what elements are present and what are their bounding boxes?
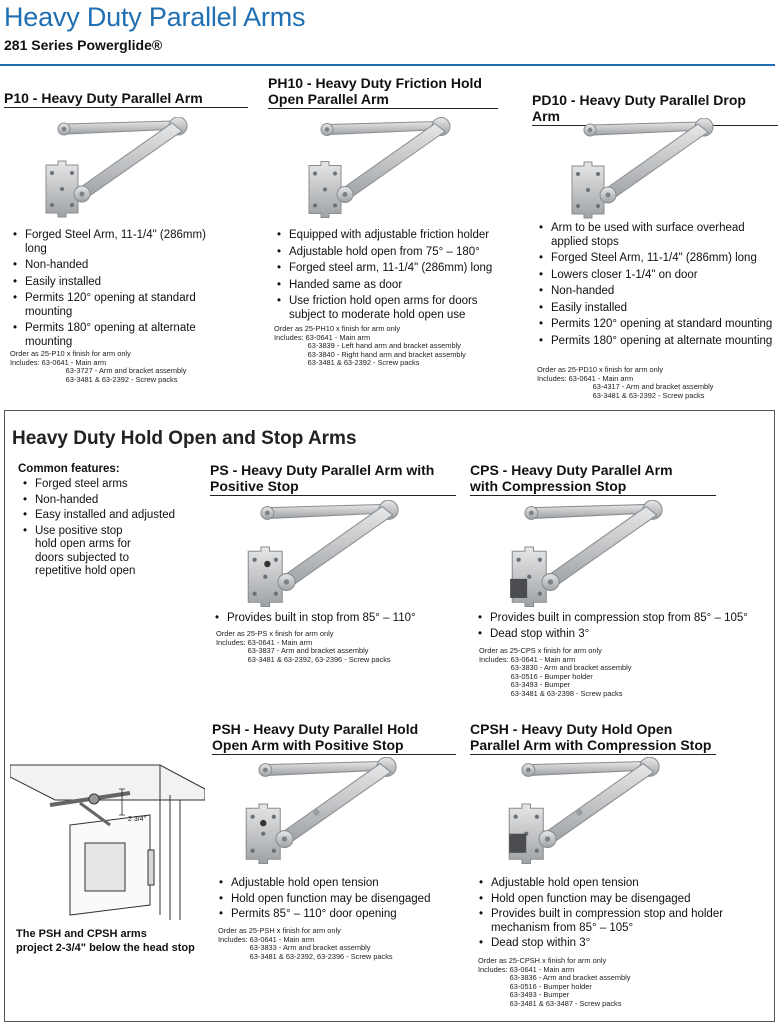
p10-include-item: 63-3727 - Arm and bracket assembly — [65, 366, 187, 376]
psh-title-line1: PSH - Heavy Duty Parallel Hold — [212, 721, 419, 737]
ph10-title-line1: PH10 - Heavy Duty Friction Hold — [268, 75, 482, 91]
pd10-order-line: Order as 25-PD10 x finish for arm only — [537, 365, 664, 374]
ph10-include-item: 63-3481 & 63-2392 - Screw packs — [307, 358, 420, 368]
p10-feature: • Forged Steel Arm, 11-1/4" (286mm) long — [12, 229, 212, 256]
installation-diagram — [10, 755, 205, 920]
ph10-include-item: 63-0641 - Main arm — [305, 332, 371, 342]
psh-feature: • Permits 85° – 110° door opening — [218, 908, 468, 922]
pd10-feature: • Lowers closer 1-1/4" on door — [538, 269, 778, 283]
cpsh-feature: • Dead stop within 3° — [478, 937, 778, 951]
cps-include-item: 63-3493 - Bumper — [510, 680, 571, 690]
p10-includes-label: Includes: — [10, 357, 40, 367]
cps-arm-image — [508, 500, 678, 612]
cpsh-order-info — [478, 957, 630, 1009]
pd10-include-item: 63-0641 - Main arm — [568, 373, 634, 383]
pd10-arm-image — [568, 118, 728, 223]
psh-order-line: Order as 25-PSH x finish for arm only — [218, 926, 341, 935]
ph10-order-line: Order as 25-PH10 x finish for arm only — [274, 324, 401, 333]
ps-order-line: Order as 25-PS x finish for arm only — [216, 629, 334, 638]
cps-feature: • Dead stop within 3° — [477, 628, 777, 642]
ps-include-item: 63-3837 - Arm and bracket assembly — [247, 646, 369, 656]
ph10-features — [276, 229, 516, 325]
p10-section — [4, 91, 248, 108]
cpsh-arm-image — [505, 757, 675, 869]
pd10-features — [538, 222, 778, 351]
pd10-feature: • Arm to be used with surface overhead applied stops — [538, 222, 778, 249]
header-divider — [0, 64, 775, 66]
cps-order-line: Order as 25-CPS x finish for arm only — [479, 646, 602, 655]
common-feature: • Non-handed — [22, 494, 192, 508]
common-feature: • Easy installed and adjusted — [22, 509, 192, 523]
common-features-list — [22, 478, 192, 582]
psh-feature: • Hold open function may be disengaged — [218, 893, 468, 907]
pd10-feature: • Permits 120° opening at standard mounting — [538, 318, 778, 332]
p10-include-item: 63-0641 - Main arm — [41, 357, 107, 367]
page-subtitle: 281 Series Powerglide® — [4, 37, 163, 53]
ph10-arm-image — [305, 115, 465, 225]
cpsh-features — [478, 877, 778, 954]
ps-include-item: 63-0641 - Main arm — [247, 637, 313, 647]
ps-include-item: 63-3481 & 63-2392, 63-2396 - Screw packs — [247, 654, 391, 664]
ph10-order-info — [274, 325, 466, 368]
psh-arm-image — [242, 757, 412, 869]
common-feature: • Use positive stop hold open arms for doors subjected to repetitive hold open — [22, 525, 192, 579]
ps-features — [214, 612, 464, 629]
pd10-order-info — [537, 366, 713, 400]
p10-title: P10 - Heavy Duty Parallel Arm — [4, 91, 248, 108]
psh-section — [212, 722, 456, 755]
pd10-feature: • Forged Steel Arm, 11-1/4" (286mm) long — [538, 252, 778, 266]
cps-includes-label: Includes: — [479, 654, 509, 664]
cpsh-include-item: 63-3481 & 63-3487 - Screw packs — [509, 998, 622, 1008]
p10-order-line: Order as 25-P10 x finish for arm only — [10, 349, 131, 358]
p10-include-item: 63-3481 & 63-2392 - Screw packs — [65, 374, 178, 384]
cpsh-section — [470, 722, 716, 755]
ph10-feature: • Adjustable hold open from 75° – 180° — [276, 246, 516, 260]
cpsh-title-line2: Parallel Arm with Compression Stop — [470, 738, 716, 755]
psh-title-line2: Open Arm with Positive Stop — [212, 738, 456, 755]
psh-features — [218, 877, 468, 925]
psh-include-item: 63-3833 - Arm and bracket assembly — [249, 943, 371, 953]
ph10-include-item: 63-3840 - Right hand arm and bracket assembly — [307, 349, 466, 359]
diagram-caption-line1: The PSH and CPSH arms — [16, 928, 147, 940]
ps-section — [210, 463, 456, 496]
cpsh-include-item: 63-3493 - Bumper — [509, 990, 570, 1000]
cps-include-item: 63-0516 - Bumper holder — [510, 671, 593, 681]
cps-title-line2: with Compression Stop — [470, 479, 716, 496]
ps-title-line2: Positive Stop — [210, 479, 456, 496]
psh-includes-label: Includes: — [218, 934, 248, 944]
ps-order-info — [216, 630, 391, 664]
ph10-include-item: 63-3839 - Left hand arm and bracket assembly — [307, 341, 461, 351]
ps-feature: • Provides built in stop from 85° – 110° — [214, 612, 464, 626]
pd10-feature: • Easily installed — [538, 302, 778, 316]
p10-feature: • Permits 180° opening at alternate mounting — [12, 322, 212, 349]
cps-features — [477, 612, 777, 644]
ps-arm-image — [244, 500, 414, 612]
cps-title-line1: CPS - Heavy Duty Parallel Arm — [470, 462, 673, 478]
pd10-title-line1: PD10 - Heavy Duty Parallel Drop — [532, 92, 746, 108]
ph10-feature: • Handed same as door — [276, 279, 516, 293]
cpsh-include-item: 63-3836 - Arm and bracket assembly — [509, 973, 631, 983]
pd10-feature: • Permits 180° opening at alternate mounting — [538, 335, 778, 349]
page-title: Heavy Duty Parallel Arms — [4, 2, 306, 32]
p10-arm-image — [42, 117, 202, 222]
ph10-title-line2: Open Parallel Arm — [268, 92, 498, 109]
pd10-title-line2: Arm — [532, 109, 778, 126]
psh-include-item: 63-3481 & 63-2392, 63-2396 - Screw packs — [249, 951, 393, 961]
ph10-feature: • Use friction hold open arms for doors subject to moderate hold open use — [276, 295, 516, 322]
section-title: Heavy Duty Hold Open and Stop Arms — [12, 428, 357, 449]
common-features-label: Common features: — [18, 463, 120, 475]
psh-order-info — [218, 927, 393, 961]
cpsh-includes-label: Includes: — [478, 964, 508, 974]
cps-order-info — [479, 647, 631, 699]
cpsh-feature: • Hold open function may be disengaged — [478, 893, 778, 907]
cpsh-order-line: Order as 25-CPSH x finish for arm only — [478, 956, 607, 965]
ph10-includes-label: Includes: — [274, 332, 304, 342]
p10-features — [12, 229, 212, 352]
pd10-includes-label: Includes: — [537, 373, 567, 383]
cps-include-item: 63-3830 - Arm and bracket assembly — [510, 663, 632, 673]
cps-include-item: 63-0641 - Main arm — [510, 654, 576, 664]
ps-title-line1: PS - Heavy Duty Parallel Arm with — [210, 462, 435, 478]
diagram-dimension-label: 2 3/4" — [128, 816, 147, 823]
cpsh-include-item: 63-0516 - Bumper holder — [509, 981, 592, 991]
psh-feature: • Adjustable hold open tension — [218, 877, 468, 891]
cpsh-title-line1: CPSH - Heavy Duty Hold Open — [470, 721, 673, 737]
ps-includes-label: Includes: — [216, 637, 246, 647]
ph10-feature: • Forged steel arm, 11-1/4" (286mm) long — [276, 262, 516, 276]
p10-order-info — [10, 350, 186, 384]
p10-feature: • Easily installed — [12, 276, 212, 290]
cps-section — [470, 463, 716, 496]
diagram-caption — [16, 927, 195, 955]
pd10-include-item: 63-3481 & 63-2392 - Screw packs — [592, 390, 705, 400]
ph10-section — [268, 76, 498, 109]
cpsh-include-item: 63-0641 - Main arm — [509, 964, 575, 974]
common-feature: • Forged steel arms — [22, 478, 192, 492]
cpsh-feature: • Adjustable hold open tension — [478, 877, 778, 891]
cps-include-item: 63-3481 & 63-2398 - Screw packs — [510, 688, 623, 698]
psh-include-item: 63-0641 - Main arm — [249, 934, 315, 944]
cpsh-feature: • Provides built in compression stop and holder mechanism from 85° – 105° — [478, 908, 778, 935]
pd10-include-item: 63-4317 - Arm and bracket assembly — [592, 382, 714, 392]
diagram-caption-line2: project 2-3/4" below the head stop — [16, 942, 195, 954]
ph10-feature: • Equipped with adjustable friction holder — [276, 229, 516, 243]
cps-feature: • Provides built in compression stop from 85° – 105° — [477, 612, 777, 626]
pd10-feature: • Non-handed — [538, 285, 778, 299]
p10-feature: • Non-handed — [12, 259, 212, 273]
p10-feature: • Permits 120° opening at standard mounting — [12, 292, 212, 319]
